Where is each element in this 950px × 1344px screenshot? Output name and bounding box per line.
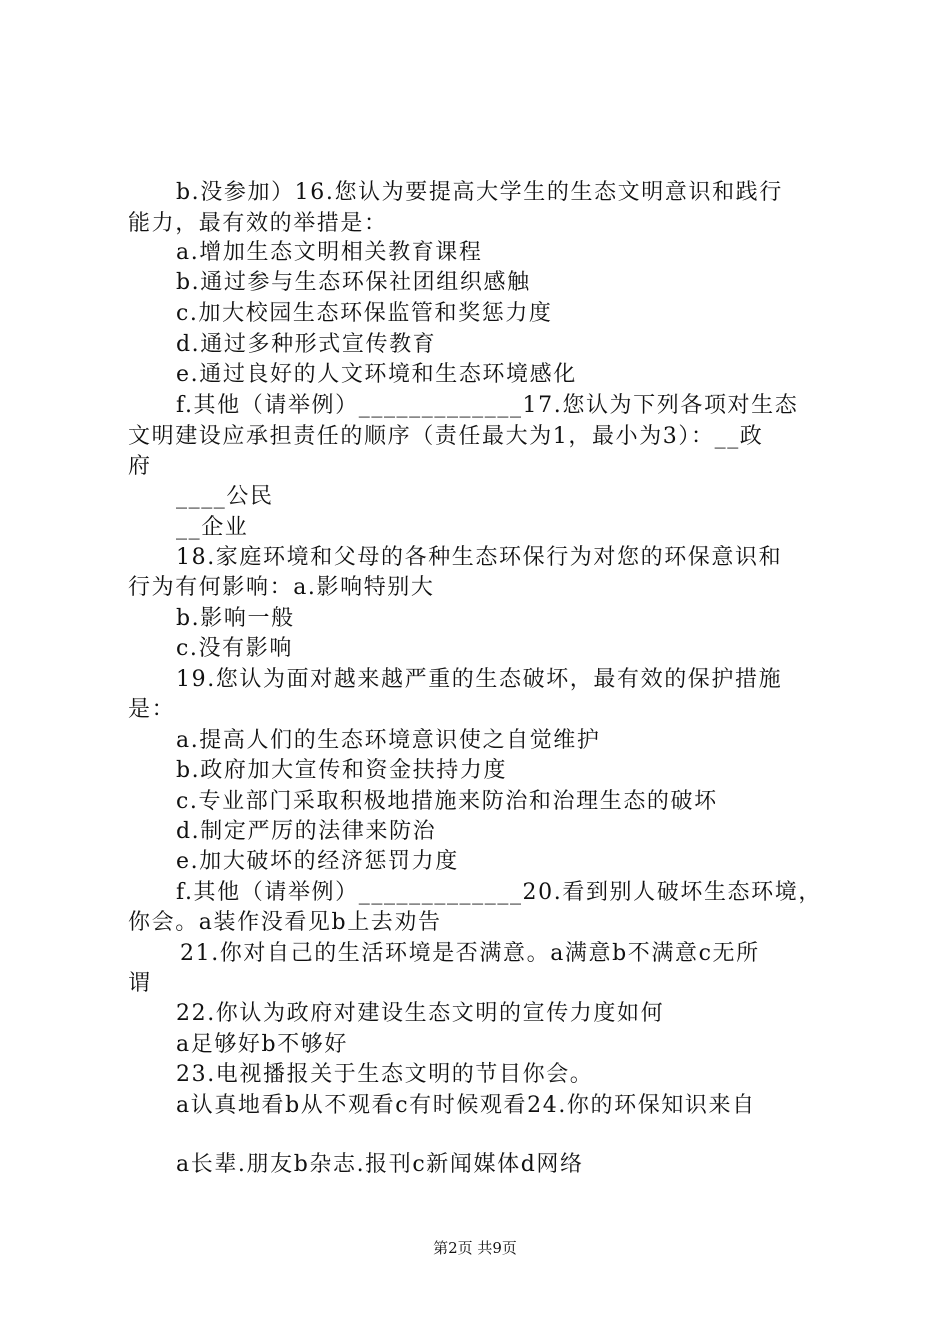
text-line-12: __企业 [176, 515, 249, 540]
text-line-21: c.专业部门采取积极地措施来防治和治理生态的破坏 [176, 789, 718, 814]
text-line-13: 18.家庭环境和父母的各种生态环保行为对您的环保意识和 [176, 545, 783, 570]
text-line-30: 23.电视播报关于生态文明的节目你会。 [176, 1062, 594, 1087]
text-line-19: a.提高人们的生态环境意识使之自觉维护 [176, 728, 601, 753]
text-line-3: a.增加生态文明相关教育课程 [176, 240, 483, 265]
text-line-24: f.其他（请举例）_____________20.看到别人破坏生态环境， [176, 880, 822, 905]
text-line-26: 21.你对自己的生活环境是否满意。a满意b不满意c无所 [180, 941, 760, 966]
text-line-23: e.加大破坏的经济惩罚力度 [176, 849, 459, 874]
text-line-2: 能力，最有效的举措是： [128, 211, 388, 236]
text-line-16: c.没有影响 [176, 636, 293, 661]
text-line-4: b.通过参与生态环保社团组织感触 [176, 270, 531, 295]
text-line-31: a认真地看b从不观看c有时候观看24.你的环保知识来自 [176, 1093, 756, 1118]
text-line-20: b.政府加大宣传和资金扶持力度 [176, 758, 508, 783]
text-line-7: e.通过良好的人文环境和生态环境感化 [176, 362, 577, 387]
text-line-9: 文明建设应承担责任的顺序（责任最大为1，最小为3）：__政 [128, 424, 764, 449]
text-line-15: b.影响一般 [176, 606, 295, 631]
text-line-11: ____公民 [176, 484, 274, 509]
text-line-8: f.其他（请举例）_____________17.您认为下列各项对生态 [176, 393, 799, 418]
page-footer: 第2页 共9页 [433, 1239, 517, 1257]
text-line-6: d.通过多种形式宣传教育 [176, 332, 437, 357]
text-line-14: 行为有何影响：a.影响特别大 [128, 575, 435, 600]
text-line-25: 你会。a装作没看见b上去劝告 [128, 910, 442, 935]
text-line-18: 是： [128, 697, 176, 722]
text-line-1: b.没参加）16.您认为要提高大学生的生态文明意识和践行 [176, 180, 783, 205]
text-line-28: 22.你认为政府对建设生态文明的宣传力度如何 [176, 1001, 665, 1026]
text-line-17: 19.您认为面对越来越严重的生态破坏，最有效的保护措施 [176, 667, 783, 692]
text-line-10: 府 [128, 454, 152, 479]
text-line-22: d.制定严厉的法律来防治 [176, 819, 437, 844]
text-line-5: c.加大校园生态环保监管和奖惩力度 [176, 301, 553, 326]
text-line-29: a足够好b不够好 [176, 1032, 348, 1057]
text-line-27: 谓 [128, 971, 152, 996]
text-line-32: a长辈.朋友b杂志.报刊c新闻媒体d网络 [176, 1152, 584, 1177]
